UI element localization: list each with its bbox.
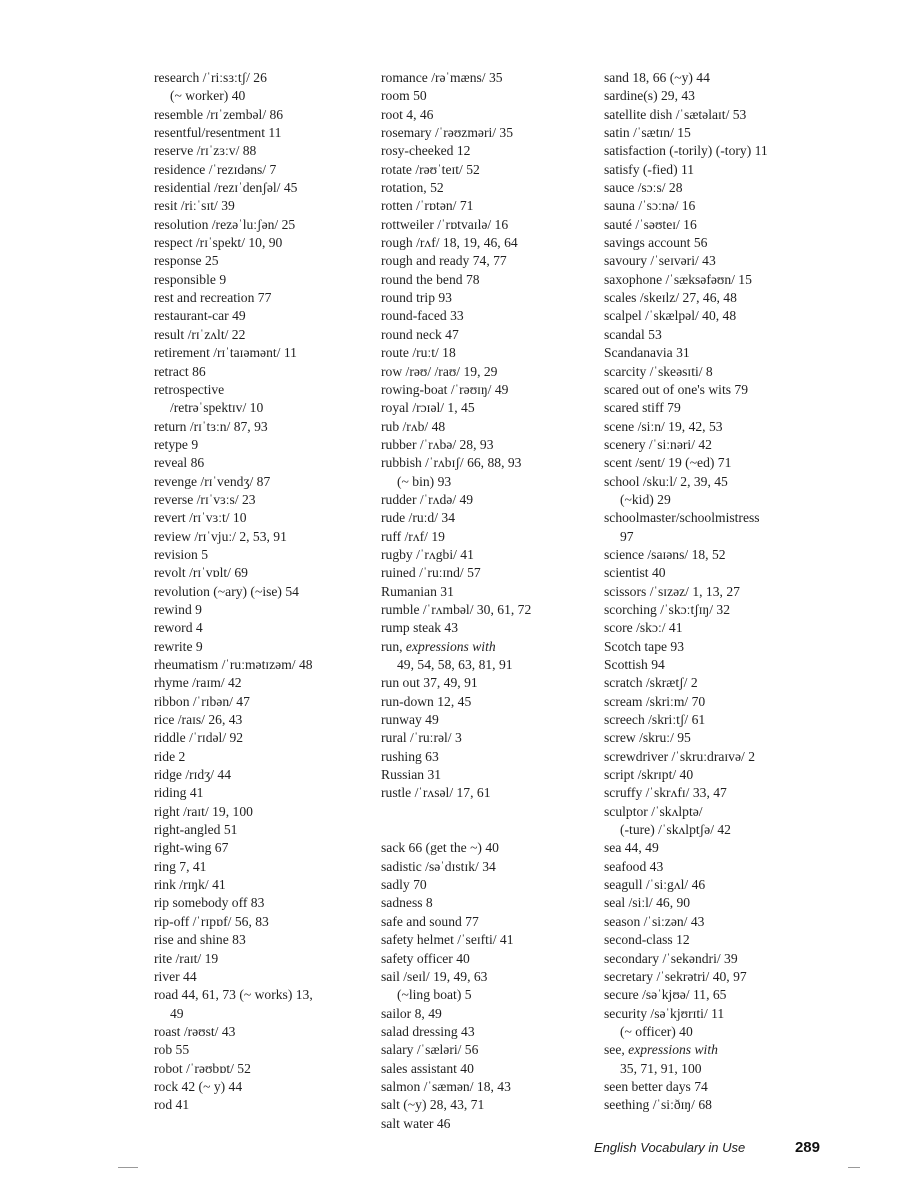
index-entry: Russian 31 [381, 767, 442, 783]
index-entry: sculptor /ˈskʌlptə/ [604, 803, 703, 819]
index-entry: season /ˈsiːzən/ 43 [604, 913, 705, 929]
index-entry: root 4, 46 [381, 106, 434, 122]
index-entry: resemble /rɪˈzembəl/ 86 [154, 106, 284, 122]
index-entry: response 25 [154, 253, 219, 269]
index-entry: run, expressions with [381, 638, 496, 654]
index-entry: retract 86 [154, 363, 206, 379]
index-entry: scent /sent/ 19 (~ed) 71 [604, 455, 732, 471]
index-entry: salad dressing 43 [381, 1023, 475, 1039]
index-column-3 [604, 69, 839, 1115]
index-entry: result /rɪˈzʌlt/ 22 [154, 326, 246, 342]
index-entry: salary /ˈsæləri/ 56 [381, 1042, 479, 1058]
index-entry: rotate /rəʊˈteɪt/ 52 [381, 161, 480, 177]
index-entry: riddle /ˈrɪdəl/ 92 [154, 730, 244, 746]
index-entry: rugby /ˈrʌgbi/ 41 [381, 546, 474, 562]
index-entry: rotation, 52 [381, 180, 444, 196]
index-entry: rustle /ˈrʌsəl/ 17, 61 [381, 785, 491, 801]
index-entry: rip somebody off 83 [154, 895, 265, 911]
index-entry: seething /ˈsiːðɪŋ/ 68 [604, 1097, 712, 1113]
index-entry: satisfaction (-torily) (-tory) 11 [604, 143, 768, 159]
index-entry: respect /rɪˈspekt/ 10, 90 [154, 235, 283, 251]
index-entry: screw /skruː/ 95 [604, 730, 691, 746]
index-entry: rotten /ˈrɒtən/ 71 [381, 198, 474, 214]
index-entry: rub /rʌb/ 48 [381, 418, 446, 434]
index-entry: sauté /ˈsəʊteɪ/ 16 [604, 216, 697, 232]
index-entry: row /rəʊ/ /raʊ/ 19, 29 [381, 363, 498, 379]
index-entry: reword 4 [154, 620, 203, 636]
index-entry: secretary /ˈsekrətri/ 40, 97 [604, 968, 747, 984]
index-entry: retype 9 [154, 436, 199, 452]
index-entry: script /skrɪpt/ 40 [604, 767, 694, 783]
index-entry: salt (~y) 28, 43, 71 [381, 1097, 485, 1113]
index-entry: rice /raɪs/ 26, 43 [154, 712, 243, 728]
index-entry: scorching /ˈskɔːtʃɪŋ/ 32 [604, 601, 731, 617]
index-entry: rink /rɪŋk/ 41 [154, 877, 226, 893]
index-entry-continuation: (~ bin) 93 [397, 473, 452, 489]
index-entry: Scottish 94 [604, 657, 665, 672]
index-entry-continuation: 35, 71, 91, 100 [620, 1060, 702, 1076]
index-entry: rhyme /raɪm/ 42 [154, 675, 242, 691]
index-gap [381, 803, 596, 821]
index-entry: rottweiler /ˈrɒtvaɪlə/ 16 [381, 216, 509, 232]
index-entry: rude /ruːd/ 34 [381, 510, 455, 526]
index-entry: rip-off /ˈrɪpɒf/ 56, 83 [154, 913, 269, 929]
index-entry: sack 66 (get the ~) 40 [381, 840, 499, 856]
index-entry: residential /rezɪˈdenʃəl/ 45 [154, 180, 298, 196]
index-entry: ride 2 [154, 748, 186, 764]
index-entry: scream /skriːm/ 70 [604, 693, 706, 709]
index-entry: round-faced 33 [381, 308, 464, 324]
index-entry: Scotch tape 93 [604, 638, 685, 654]
index-entry: satisfy (-fied) 11 [604, 161, 695, 177]
index-entry: retrospective [154, 381, 225, 397]
index-entry: residence /ˈrezɪdəns/ 7 [154, 161, 277, 177]
index-entry-continuation: /retrəˈspektɪv/ 10 [170, 400, 264, 416]
index-entry: scandal 53 [604, 326, 662, 342]
index-entry: rheumatism /ˈruːmətɪzəm/ 48 [154, 657, 313, 672]
index-entry: Scandanavia 31 [604, 345, 690, 361]
index-entry-italic: expressions with [405, 638, 496, 654]
index-entry: rubber /ˈrʌbə/ 28, 93 [381, 436, 494, 452]
index-entry: rise and shine 83 [154, 932, 246, 948]
index-entry: rosy-cheeked 12 [381, 143, 471, 159]
index-entry: round the bend 78 [381, 271, 480, 287]
index-entry: rod 41 [154, 1097, 190, 1113]
index-entry: scruffy /ˈskrʌfɪ/ 33, 47 [604, 785, 727, 801]
index-entry: rob 55 [154, 1042, 190, 1058]
index-entry: roast /rəʊst/ 43 [154, 1023, 236, 1039]
index-entry-continuation: (~ling boat) 5 [397, 987, 472, 1003]
index-entry: rump steak 43 [381, 620, 459, 636]
index-entry: romance /rəˈmæns/ 35 [381, 70, 503, 85]
index-entry: research /ˈriːsɜːtʃ/ 26 [154, 70, 267, 85]
crop-mark-left [118, 1167, 138, 1168]
index-entry: rewrite 9 [154, 638, 203, 654]
index-entry: ribbon /ˈrɪbən/ 47 [154, 693, 250, 709]
index-entry: satellite dish /ˈsætəlaɪt/ 53 [604, 106, 747, 122]
index-entry-italic: expressions with [628, 1042, 718, 1058]
index-entry: science /saɪəns/ 18, 52 [604, 546, 726, 562]
index-entry: satin /ˈsætɪn/ 15 [604, 125, 691, 141]
index-entry-continuation: 49 [170, 1005, 184, 1021]
index-entry: ruined /ˈruːɪnd/ 57 [381, 565, 481, 581]
index-entry: seafood 43 [604, 858, 664, 874]
index-entry: right-angled 51 [154, 822, 238, 838]
index-entry: sadistic /səˈdɪstɪk/ 34 [381, 858, 496, 874]
index-entry: rewind 9 [154, 601, 202, 617]
index-entry: rubbish /ˈrʌbɪʃ/ 66, 88, 93 [381, 455, 522, 471]
page-footer [594, 1139, 820, 1156]
index-entry: rest and recreation 77 [154, 290, 272, 306]
index-entry: Rumanian 31 [381, 583, 454, 599]
index-entry: ruff /rʌf/ 19 [381, 528, 445, 544]
index-entry: seagull /ˈsiːgʌl/ 46 [604, 877, 706, 893]
index-entry: screwdriver /ˈskruːdraɪvə/ 2 [604, 748, 755, 764]
index-entry: sauce /sɔːs/ 28 [604, 180, 683, 196]
index-entry: royal /rɔɪəl/ 1, 45 [381, 400, 475, 416]
index-entry: rowing-boat /ˈrəʊɪŋ/ 49 [381, 381, 509, 397]
index-entry: riding 41 [154, 785, 204, 801]
index-entry: restaurant-car 49 [154, 308, 246, 324]
index-entry: responsible 9 [154, 271, 227, 287]
index-entry: rough /rʌf/ 18, 19, 46, 64 [381, 235, 518, 251]
index-entry: safety helmet /ˈseɪfti/ 41 [381, 932, 514, 948]
index-entry: seal /siːl/ 46, 90 [604, 895, 691, 911]
index-entry: revolt /rɪˈvɒlt/ 69 [154, 565, 248, 581]
index-entry: saxophone /ˈsæksəfəʊn/ 15 [604, 271, 752, 287]
index-entry: resit /riːˈsɪt/ 39 [154, 198, 235, 214]
index-entry: sadness 8 [381, 895, 433, 911]
index-entry: safety officer 40 [381, 950, 470, 966]
index-entry-continuation: 49, 54, 58, 63, 81, 91 [397, 657, 513, 672]
index-entry: right-wing 67 [154, 840, 229, 856]
index-entry: rushing 63 [381, 748, 439, 764]
index-entry: reverse /rɪˈvɜːs/ 23 [154, 491, 256, 507]
index-entry: scarcity /ˈskeəsɪti/ 8 [604, 363, 713, 379]
index-entry: second-class 12 [604, 932, 690, 948]
index-entry: security /səˈkjʊrɪti/ 11 [604, 1005, 725, 1021]
index-entry: secure /səˈkjʊə/ 11, 65 [604, 987, 727, 1003]
index-entry: safe and sound 77 [381, 913, 479, 929]
index-entry: rough and ready 74, 77 [381, 253, 507, 269]
index-entry: scared out of one's wits 79 [604, 381, 749, 397]
index-entry: rudder /ˈrʌdə/ 49 [381, 491, 474, 507]
index-entry: rumble /ˈrʌmbəl/ 30, 61, 72 [381, 601, 532, 617]
index-entry: rock 42 (~ y) 44 [154, 1078, 243, 1094]
index-entry: sea 44, 49 [604, 840, 659, 856]
index-entry: review /rɪˈvjuː/ 2, 53, 91 [154, 528, 287, 544]
index-entry: score /skɔː/ 41 [604, 620, 683, 636]
index-entry: sand 18, 66 (~y) 44 [604, 70, 710, 85]
index-entry: savings account 56 [604, 235, 708, 251]
index-column-1 [154, 69, 369, 1115]
index-entry-continuation: (~ officer) 40 [620, 1023, 693, 1039]
index-entry: return /rɪˈtɜːn/ 87, 93 [154, 418, 268, 434]
index-entry: seen better days 74 [604, 1078, 708, 1094]
index-entry: savoury /ˈseɪvəri/ 43 [604, 253, 716, 269]
page-number: 289 [794, 1139, 820, 1156]
index-entry: reveal 86 [154, 455, 205, 471]
index-entry: salmon /ˈsæmən/ 18, 43 [381, 1078, 511, 1094]
index-entry: scared stiff 79 [604, 400, 681, 416]
index-entry: robot /ˈrəʊbɒt/ 52 [154, 1060, 251, 1076]
index-entry: school /skuːl/ 2, 39, 45 [604, 473, 728, 489]
index-entry: scientist 40 [604, 565, 666, 581]
index-entry: run out 37, 49, 91 [381, 675, 478, 691]
index-entry: scalpel /ˈskælpəl/ 40, 48 [604, 308, 737, 324]
index-entry: route /ruːt/ 18 [381, 345, 456, 361]
index-entry: right /raɪt/ 19, 100 [154, 803, 253, 819]
index-entry-continuation: (~ worker) 40 [170, 88, 246, 104]
index-entry: sauna /ˈsɔːnə/ 16 [604, 198, 696, 214]
index-entry: scratch /skrætʃ/ 2 [604, 675, 698, 691]
index-entry: sardine(s) 29, 43 [604, 88, 695, 104]
index-entry: road 44, 61, 73 (~ works) 13, [154, 987, 313, 1003]
index-entry: round trip 93 [381, 290, 452, 306]
index-entry: sailor 8, 49 [381, 1005, 442, 1021]
index-entry: river 44 [154, 968, 197, 984]
index-entry: round neck 47 [381, 326, 459, 342]
index-entry: revert /rɪˈvɜːt/ 10 [154, 510, 247, 526]
index-entry: sail /seɪl/ 19, 49, 63 [381, 968, 488, 984]
index-entry: reserve /rɪˈzɜːv/ 88 [154, 143, 257, 159]
index-entry: run-down 12, 45 [381, 693, 472, 709]
index-entry-continuation: (~kid) 29 [620, 491, 671, 507]
book-title: English Vocabulary in Use [594, 1140, 746, 1155]
index-entry: rural /ˈruːrəl/ 3 [381, 730, 462, 746]
index-entry: scissors /ˈsɪzəz/ 1, 13, 27 [604, 583, 740, 599]
index-entry: sales assistant 40 [381, 1060, 474, 1076]
index-entry: retirement /rɪˈtaɪəmənt/ 11 [154, 345, 297, 361]
index-entry: screech /skriːtʃ/ 61 [604, 712, 706, 728]
index-column-2 [381, 69, 596, 1133]
index-entry: ridge /rɪdʒ/ 44 [154, 767, 232, 783]
index-entry: ring 7, 41 [154, 858, 207, 874]
index-entry: resolution /rezəˈluːʃən/ 25 [154, 216, 296, 232]
index-entry: room 50 [381, 88, 427, 104]
crop-mark-right [848, 1167, 860, 1168]
index-entry: rosemary /ˈrəʊzməri/ 35 [381, 125, 514, 141]
index-entry: revenge /rɪˈvendʒ/ 87 [154, 473, 271, 489]
index-entry-continuation: 97 [620, 528, 634, 544]
index-entry: schoolmaster/schoolmistress [604, 510, 760, 526]
index-entry: scene /siːn/ 19, 42, 53 [604, 418, 723, 434]
index-entry: scales /skeɪlz/ 27, 46, 48 [604, 290, 737, 306]
index-entry: scenery /ˈsiːnəri/ 42 [604, 436, 712, 452]
index-entry: runway 49 [381, 712, 439, 728]
index-entry: revision 5 [154, 546, 208, 562]
index-gap [381, 821, 596, 839]
index-entry: secondary /ˈsekəndri/ 39 [604, 950, 738, 966]
index-entry: rite /raɪt/ 19 [154, 950, 219, 966]
index-entry-continuation: (-ture) /ˈskʌlptʃə/ 42 [620, 822, 731, 838]
index-entry: salt water 46 [381, 1115, 451, 1131]
index-entry: see, expressions with [604, 1042, 718, 1058]
index-entry: sadly 70 [381, 877, 427, 893]
index-entry: revolution (~ary) (~ise) 54 [154, 583, 299, 599]
index-entry: resentful/resentment 11 [154, 125, 282, 141]
